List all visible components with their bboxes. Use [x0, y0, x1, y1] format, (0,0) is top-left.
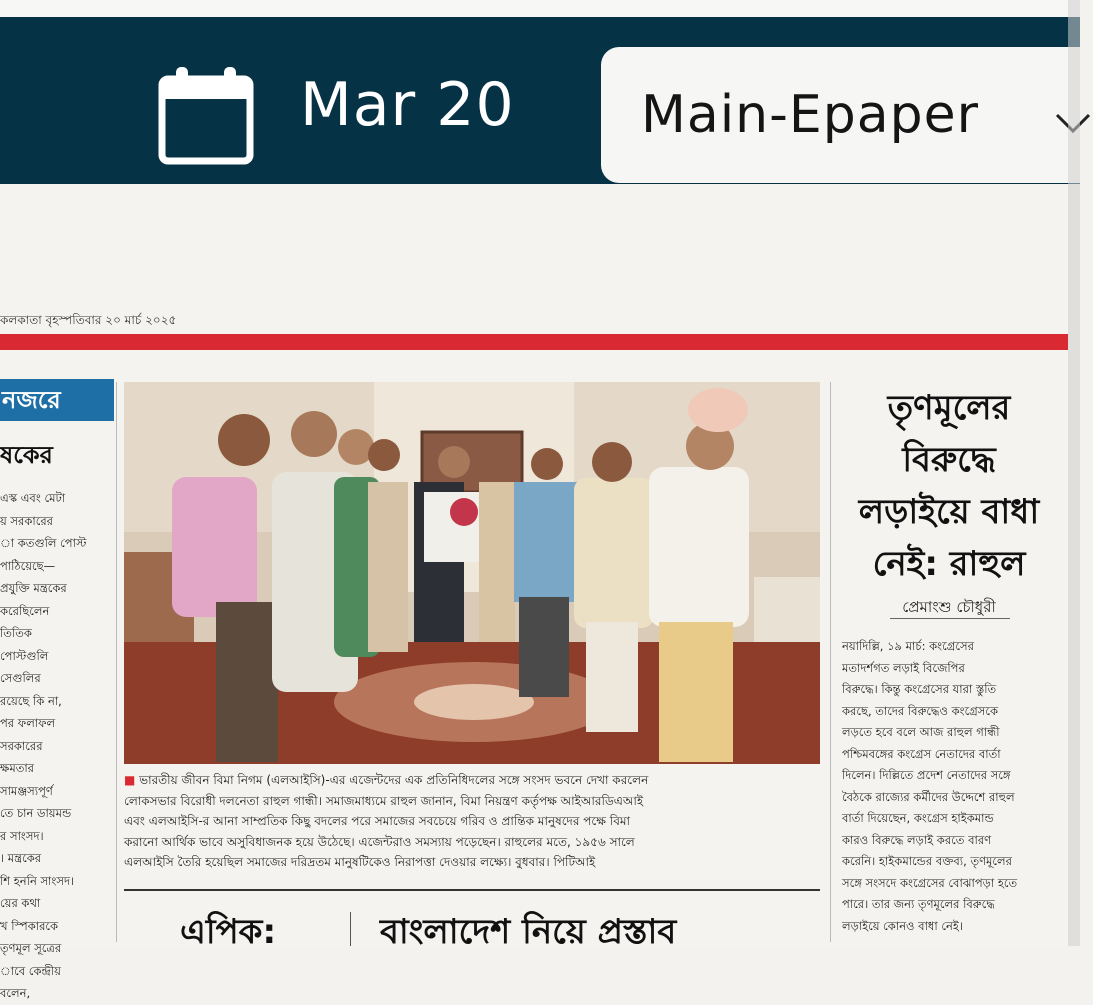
- right-article-headline[interactable]: [836, 382, 1062, 590]
- text-line: । মন্ত্রকের: [0, 851, 42, 865]
- caption-bullet: ■: [124, 773, 140, 787]
- column-divider: [830, 382, 831, 942]
- caption-line: করানো আর্থিক ভাবে অসুবিধাজনক হয়ে উঠেছে। এজেন্টরাও সমস্যায় পড়েছেন। রাহুলের মতে, ১৯৫৬ সালে: [124, 834, 635, 849]
- text-line: সেগুলির: [0, 671, 41, 685]
- edition-label: Main-Epaper: [641, 85, 980, 145]
- status-strip: [0, 0, 1080, 17]
- text-line: লড়াইয়ে কোনও বাধা নেই।: [842, 918, 963, 933]
- text-line: বলেন,: [0, 986, 31, 1000]
- text-line: নয়াদিল্লি, ১৯ মার্চ: কংগ্রেসের: [842, 639, 974, 653]
- text-line: সরকারের: [0, 738, 43, 753]
- text-line: পর ফলাফল: [0, 716, 56, 730]
- photo-caption: [124, 770, 820, 873]
- bottom-headline-right[interactable]: বাংলাদেশ নিয়ে প্রস্তাব: [380, 912, 677, 952]
- caption-line: ভারতীয় জীবন বিমা নিগম (এলআইসি)-এর এজেন্টদের এক প্রতিনিধিদলের সঙ্গে সংসদ ভবনে দেখা করলেন: [139, 773, 649, 787]
- text-line: বার্তা দিয়েছেন, কংগ্রেস হাইকমান্ড: [842, 811, 994, 825]
- headline-line: নেই: রাহুল: [872, 544, 1026, 584]
- caption-line: এলআইসি তৈরি হয়েছিল সমাজের দরিদ্রতম মানুষটিকেও নিরাপত্তা দেওয়ার লক্ষ্যে। বুধবার। পিটিআই: [124, 855, 596, 869]
- text-line: য়ের কথা: [0, 896, 41, 910]
- caption-divider: [124, 889, 820, 891]
- text-line: পোস্টগুলি: [0, 648, 49, 663]
- left-article-heading: ষকের: [0, 441, 53, 469]
- text-line: দিলেন। দিল্লিতে প্রদেশ নেতাদের সঙ্গে: [842, 768, 1011, 782]
- edition-date[interactable]: Mar 20: [300, 70, 515, 140]
- text-line: পাঠিয়েছে—: [0, 558, 56, 573]
- caption-line: লোকসভার বিরোধী দলনেতা রাহুল গান্ধী। সমাজমাধ্যমে রাহুল জানান, বিমা নিয়ন্ত্রণ কর্তৃপক্ষ আইআরডিএআই: [124, 793, 644, 808]
- column-divider: [116, 382, 117, 942]
- masthead-rule: [0, 334, 1068, 350]
- headline-line: তৃণমূলের: [887, 388, 1011, 428]
- text-line: প্রযুক্তি মন্ত্রকের: [0, 581, 67, 595]
- text-line: করেনি। হাইকমান্ডের বক্তব্য, তৃণমূলের: [842, 854, 1012, 868]
- news-photo[interactable]: [124, 382, 820, 764]
- text-line: তিতিক: [0, 626, 32, 640]
- byline-rule: [890, 618, 1010, 619]
- bottom-headline-left[interactable]: এপিক:: [180, 912, 277, 952]
- right-article-body: [842, 636, 1056, 937]
- text-line: এস্ক এবং মেটা: [0, 491, 66, 505]
- page-dateline: কলকাতা বৃহস্পতিবার ২০ মার্চ ২০২৫: [0, 313, 177, 327]
- text-line: তৃণমূল সূত্রের: [0, 941, 62, 955]
- edition-selector[interactable]: [601, 47, 1080, 183]
- calendar-icon[interactable]: [158, 65, 254, 165]
- text-line: করছে, তাদের বিরুদ্ধেও কংগ্রেসকে: [842, 703, 999, 718]
- text-line: করেছিলেন: [0, 603, 50, 618]
- byline: প্রেমাংশু চৌধুরী: [902, 598, 996, 616]
- text-line: মতাদর্শগত লড়াই বিজেপির: [842, 660, 965, 675]
- text-line: রয়েছে কি না,: [0, 693, 62, 708]
- text-line: সঙ্গে সংসদে কংগ্রেসের বোঝাপড়া হতে: [842, 875, 1018, 890]
- text-line: া কতগুলি পোস্ট: [0, 536, 87, 550]
- app-header: [0, 17, 1080, 184]
- left-column-article[interactable]: [0, 379, 114, 1000]
- text-line: াবে কেন্দ্রীয়: [0, 963, 61, 978]
- scrollbar[interactable]: [1068, 0, 1080, 946]
- text-line: কারও বিরুদ্ধে লড়াই করতে বারণ: [842, 832, 992, 847]
- text-line: য় সরকারের: [0, 513, 54, 528]
- text-line: লড়তে হবে বলে আজ রাহুল গান্ধী: [842, 725, 1000, 739]
- headline-line: লড়াইয়ে বাধা: [858, 492, 1040, 532]
- text-line: র সাংসদ।: [0, 828, 44, 843]
- text-line: বিরুদ্ধে। কিন্তু কংগ্রেসের যারা স্তুতি: [842, 682, 997, 696]
- section-tab: নজরে: [0, 379, 114, 421]
- headline-line: বিরুদ্ধে: [902, 440, 996, 480]
- left-article-body: [0, 487, 114, 1005]
- text-line: বৈঠকে রাজ্যের কর্মীদের উদ্দেশে রাহুল: [842, 789, 1015, 804]
- text-line: সামঞ্জস্যপূর্ণ: [0, 783, 53, 798]
- text-line: পশ্চিমবঙ্গের কংগ্রেস নেতাদের বার্তা: [842, 746, 1001, 761]
- text-line: খ স্পিকারকে: [0, 918, 59, 933]
- text-line: শি হননি সাংসদ।: [0, 873, 75, 888]
- caption-line: এবং এলআইসি-র আনা সাম্প্রতিক কিছু বদলের পরে সমাজের সবচেয়ে গরিব ও প্রান্তিক মানুষদের পক্ষে বিমা: [124, 814, 631, 828]
- epaper-page[interactable]: [0, 184, 1068, 1000]
- text-line: পারে। তার জন্য তৃণমূলের বিরুদ্ধে: [842, 897, 995, 911]
- text-line: ক্ষমতার: [0, 761, 34, 775]
- headline-divider: [350, 912, 351, 946]
- text-line: তে চান ডায়মন্ড: [0, 806, 72, 820]
